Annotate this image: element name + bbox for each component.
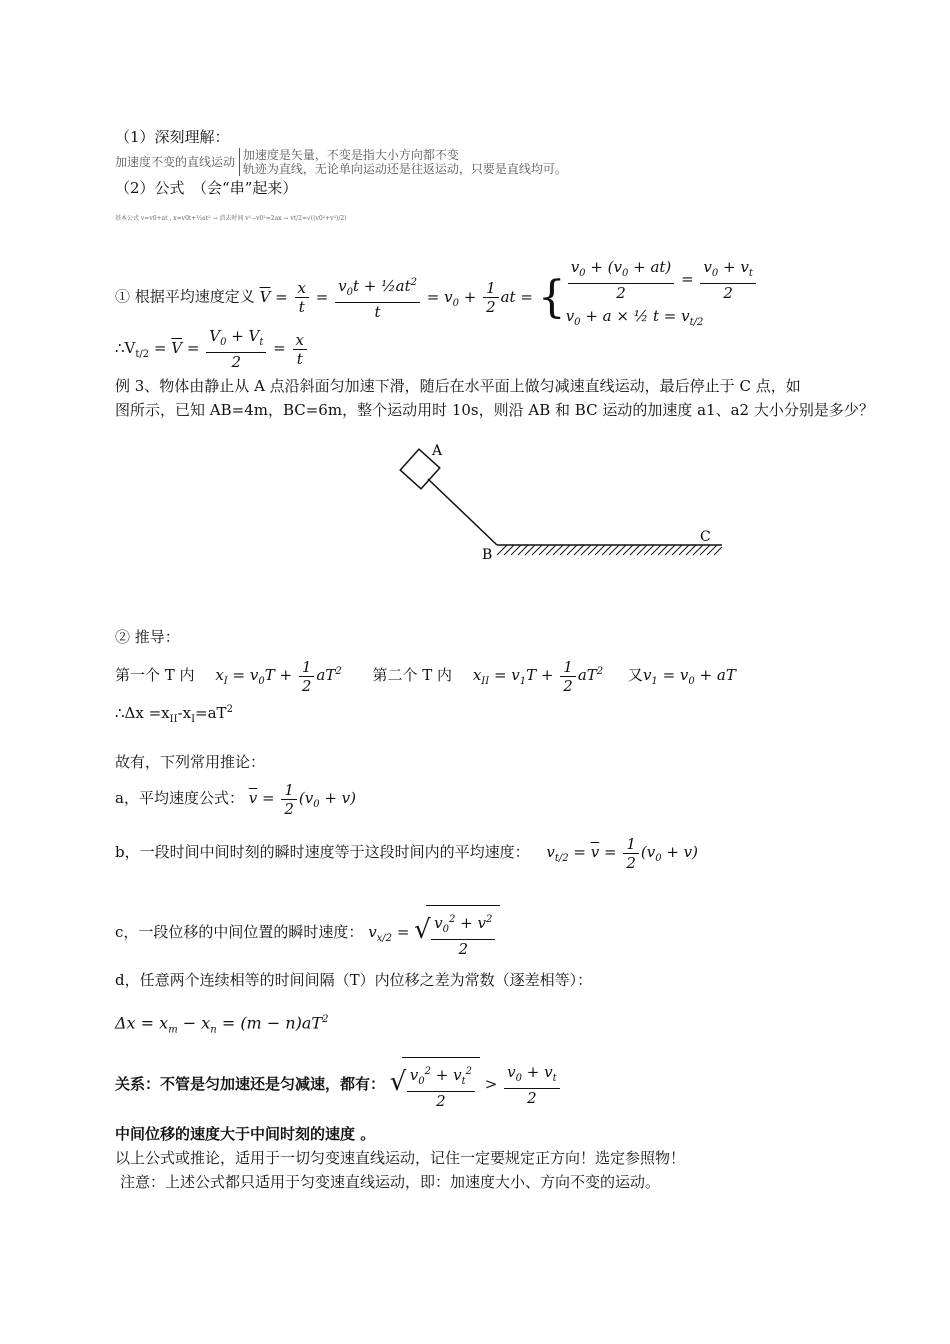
step2-formulas bbox=[115, 652, 736, 695]
inference-c-formula: $v_{x/2}$ = √ $\frac{v_0^2 + v^2}{2}$ bbox=[368, 923, 500, 941]
example-line1: 例 3、物体由静止从 A 点沿斜面匀加速下滑，随后在水平面上做匀减速直线运动，最后停止于 C 点，如 bbox=[115, 377, 801, 395]
first-t-formula: $x_I = v_0T$ + $\frac{1}{2}$ $aT^2$ bbox=[215, 657, 342, 695]
delta-end: =aT bbox=[195, 704, 227, 722]
label-c: C bbox=[700, 529, 711, 545]
relation-line bbox=[115, 1056, 562, 1112]
step1-line bbox=[115, 258, 758, 328]
also-formula: $v_1 = v_0$ + aT bbox=[642, 666, 736, 687]
therefore-line bbox=[115, 326, 309, 370]
relation-conclusion: 中间位移的速度大于中间时刻的速度 。 bbox=[115, 1125, 376, 1143]
second-t-label: 第二个 T 内 bbox=[372, 666, 453, 684]
therefore-sub: t/2 bbox=[135, 349, 150, 360]
second-t-formula: $x_{II} = v_1T$ + $\frac{1}{2}$ $aT^2$ bbox=[472, 657, 604, 695]
example-line2: 图所示，已知 AB=4m，BC=6m，整个运动用时 10s，则沿 AB 和 BC 运动的加速度 a1、a2 大小分别是多少？ bbox=[115, 401, 874, 419]
relation-formula: √ $\frac{v_0^2 + v_t^2}{2}$ > $\frac{v_0 + v_t}{2}$ bbox=[390, 1075, 562, 1093]
incline-ab bbox=[428, 479, 497, 545]
inference-b-text: b，一段时间中间时刻的瞬时速度等于这段时间内的平均速度： bbox=[115, 843, 530, 861]
inference-a-text: a，平均速度公式： bbox=[115, 789, 244, 807]
section1-title: （1）深刻理解： bbox=[115, 128, 230, 146]
inference-a bbox=[115, 778, 356, 818]
section2-tiny-formula: 基本公式 v=v0+at , x=v0t+½at² → 消去时间 v²−v0²=2ax → vt/2=√((v0²+v²)/2) bbox=[115, 215, 347, 222]
inference-d-formula: $\Delta x = x_m - x_n = (m - n)aT^2$ bbox=[115, 1013, 329, 1036]
delta-mid: -x bbox=[177, 704, 192, 722]
step1-formula: $\overline{V}$ = $\frac{x}{t}$ = $\frac{v_0t + \frac{1}{2}at^2}{t}$ = $v_0$ + $\frac{1}{2}$ at = { $\frac{v_0 + (v_0 + at)}{2}$ = $\frac{v_0 + v_t}{2}$ $v_0 + a$ × ½ $t = v_{t/2}$ bbox=[260, 288, 758, 306]
ground-hatching bbox=[497, 545, 722, 555]
label-a: A bbox=[432, 443, 443, 459]
relation-label: 关系：不管是匀加速还是匀减速，都有： bbox=[115, 1075, 386, 1093]
step2-label: ② 推导： bbox=[115, 628, 180, 646]
delta-text: ∴Δx =x bbox=[115, 704, 170, 722]
label-b: B bbox=[482, 547, 493, 563]
inference-a-formula: $\overline{v}$ = $\frac{1}{2}$ $(v_0 + v)$ bbox=[248, 780, 357, 818]
therefore-text: ∴V bbox=[115, 339, 136, 357]
therefore-formula: = $\overline{V}$ = $\frac{V_0 + V_t}{2}$ = $\frac{x}{t}$ bbox=[154, 339, 309, 357]
section1-right1: 加速度是矢量，不变是指大小方向都不变 bbox=[242, 148, 459, 162]
delta-line: ∴Δx $=x_{II}-x_I=aT^2$ bbox=[115, 704, 233, 725]
section1-right2: 轨迹为直线，无论单向运动还是往返运动，只要是直线均可。 bbox=[242, 162, 567, 176]
step1-label: ① 根据平均速度定义 bbox=[115, 287, 255, 306]
inference-c bbox=[115, 904, 500, 960]
note-line1: 以上公式或推论，适用于一切匀变速直线运动，记住一定要规定正方向！选定参照物！ bbox=[115, 1149, 686, 1167]
section1-left: 加速度不变的直线运动 bbox=[115, 155, 236, 169]
section1-concept bbox=[115, 148, 567, 176]
inference-c-text: c，一段位移的中间位置的瞬时速度： bbox=[115, 923, 364, 941]
inference-d-text: d，任意两个连续相等的时间间隔（T）内位移之差为常数（逐差相等）： bbox=[115, 971, 593, 989]
also-label: 又 bbox=[627, 666, 643, 684]
inferences-intro: 故有，下列常用推论： bbox=[115, 753, 266, 771]
note-line2: 注意：上述公式都只适用于匀变速直线运动，即：加速度大小、方向不变的运动。 bbox=[120, 1173, 661, 1191]
first-t-label: 第一个 T 内 bbox=[115, 666, 195, 684]
inference-b-formula: $v_{t/2} = \overline{v}$ = $\frac{1}{2}$ $(v_0 + v)$ bbox=[546, 834, 699, 872]
inference-b bbox=[115, 830, 698, 874]
incline-diagram bbox=[380, 435, 740, 570]
section2-title: （2）公式 （会“串”起来） bbox=[115, 179, 298, 197]
